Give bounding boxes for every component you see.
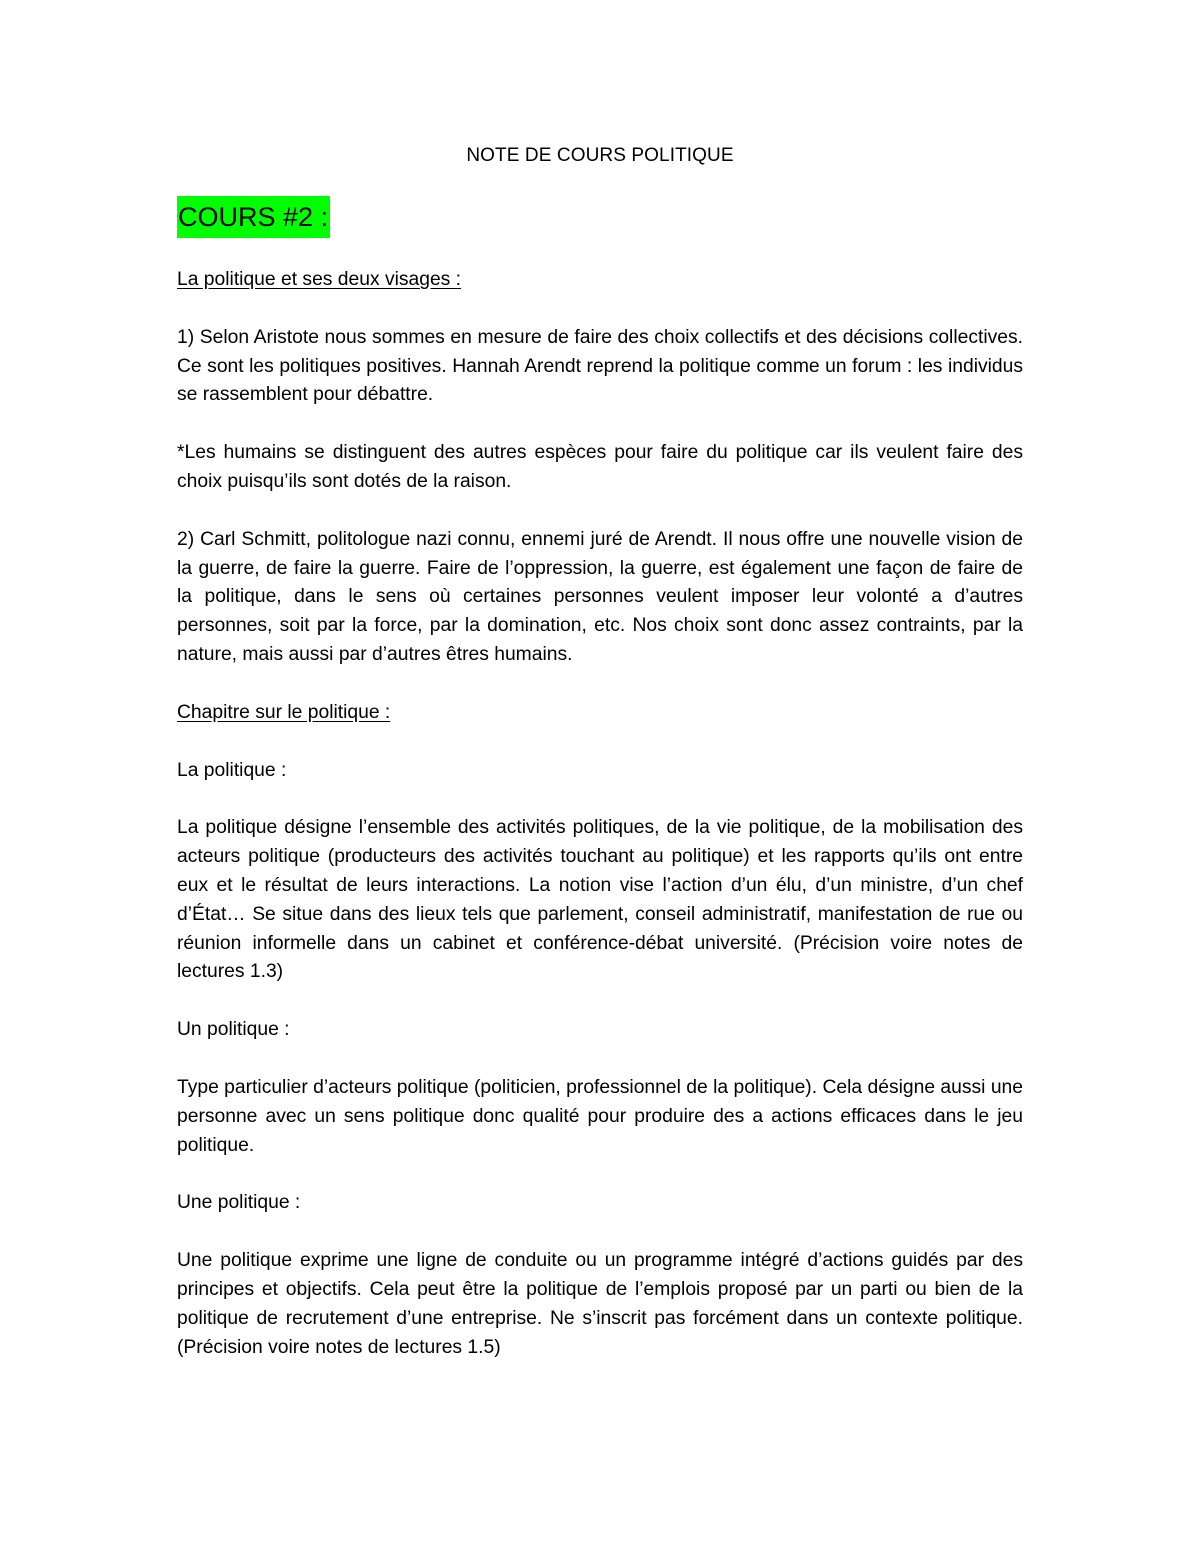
term-la-politique: La politique :: [177, 759, 287, 781]
document-title: NOTE DE COURS POLITIQUE: [466, 145, 734, 166]
spacer: [177, 785, 1023, 814]
section-heading-chapitre: Chapitre sur le politique :: [177, 701, 391, 723]
course-heading-highlight: COURS #2 :: [177, 196, 330, 238]
document-body: [177, 196, 1023, 1362]
spacer: [177, 410, 1023, 439]
definition-un-politique: Type particulier d’acteurs politique (politicien, professionnel de la politique). Cela désigne aussi une personne avec un sens politique donc qualité pour produire des a actions efficaces dans le jeu politique.: [177, 1076, 1023, 1156]
definition-une-politique: Une politique exprime une ligne de conduite ou un programme intégré d’actions guidés par des principes et objectifs. Cela peut être la politique de l’emplois proposé par un parti ou bien de la politique de recrutement d’une entreprise. Ne s’inscrit pas forcément dans un contexte politique. (Précision voire notes de lectures 1.5): [177, 1250, 1023, 1358]
spacer: [177, 1045, 1023, 1074]
term-une-politique: Une politique :: [177, 1192, 301, 1214]
definition-la-politique: La politique désigne l’ensemble des activités politiques, de la vie politique, de la mobilisation des acteurs politique (producteurs des activités touchant au politique) et les rapports qu’ils ont entre eux et le résultat de leurs interactions. La notion vise l’action d’un élu, d’un ministre, d’un chef d’État… Se situe dans des lieux tels que parlement, conseil administratif, manifestation de rue ou réunion informelle dans un cabinet et conférence-débat université. (Précision voire notes de lectures 1.3): [177, 817, 1023, 983]
term-un-politique: Un politique :: [177, 1019, 290, 1041]
course-heading: [177, 196, 1023, 238]
paragraph-humains: *Les humains se distinguent des autres espèces pour faire du politique car ils veulent faire des choix puisqu’ils sont dotés de la raison.: [177, 442, 1023, 492]
paragraph-aristote: 1) Selon Aristote nous sommes en mesure de faire des choix collectifs et des décisions collectives. Ce sont les politiques positives. Hannah Arendt reprend la politique comme un forum : les individus se rassemblent pour débattre.: [177, 326, 1023, 406]
spacer: [177, 987, 1023, 1016]
spacer: [177, 1160, 1023, 1189]
section-heading-visages: La politique et ses deux visages :: [177, 269, 462, 290]
spacer: [177, 1218, 1023, 1247]
spacer: [177, 497, 1023, 526]
spacer: [177, 728, 1023, 757]
spacer: [177, 670, 1023, 699]
spacer: [177, 238, 1023, 266]
spacer: [177, 295, 1023, 324]
paragraph-schmitt: 2) Carl Schmitt, politologue nazi connu, ennemi juré de Arendt. Il nous offre une nouvelle vision de la guerre, de faire la guerre. Faire de l’oppression, la guerre, est également une façon de faire de la politique, dans le sens où certaines personnes veulent imposer leur volonté a d’autres personnes, soit par la force, par la domination, etc. Nos choix sont donc assez contraints, par la nature, mais aussi par d’autres êtres humains.: [177, 528, 1023, 665]
